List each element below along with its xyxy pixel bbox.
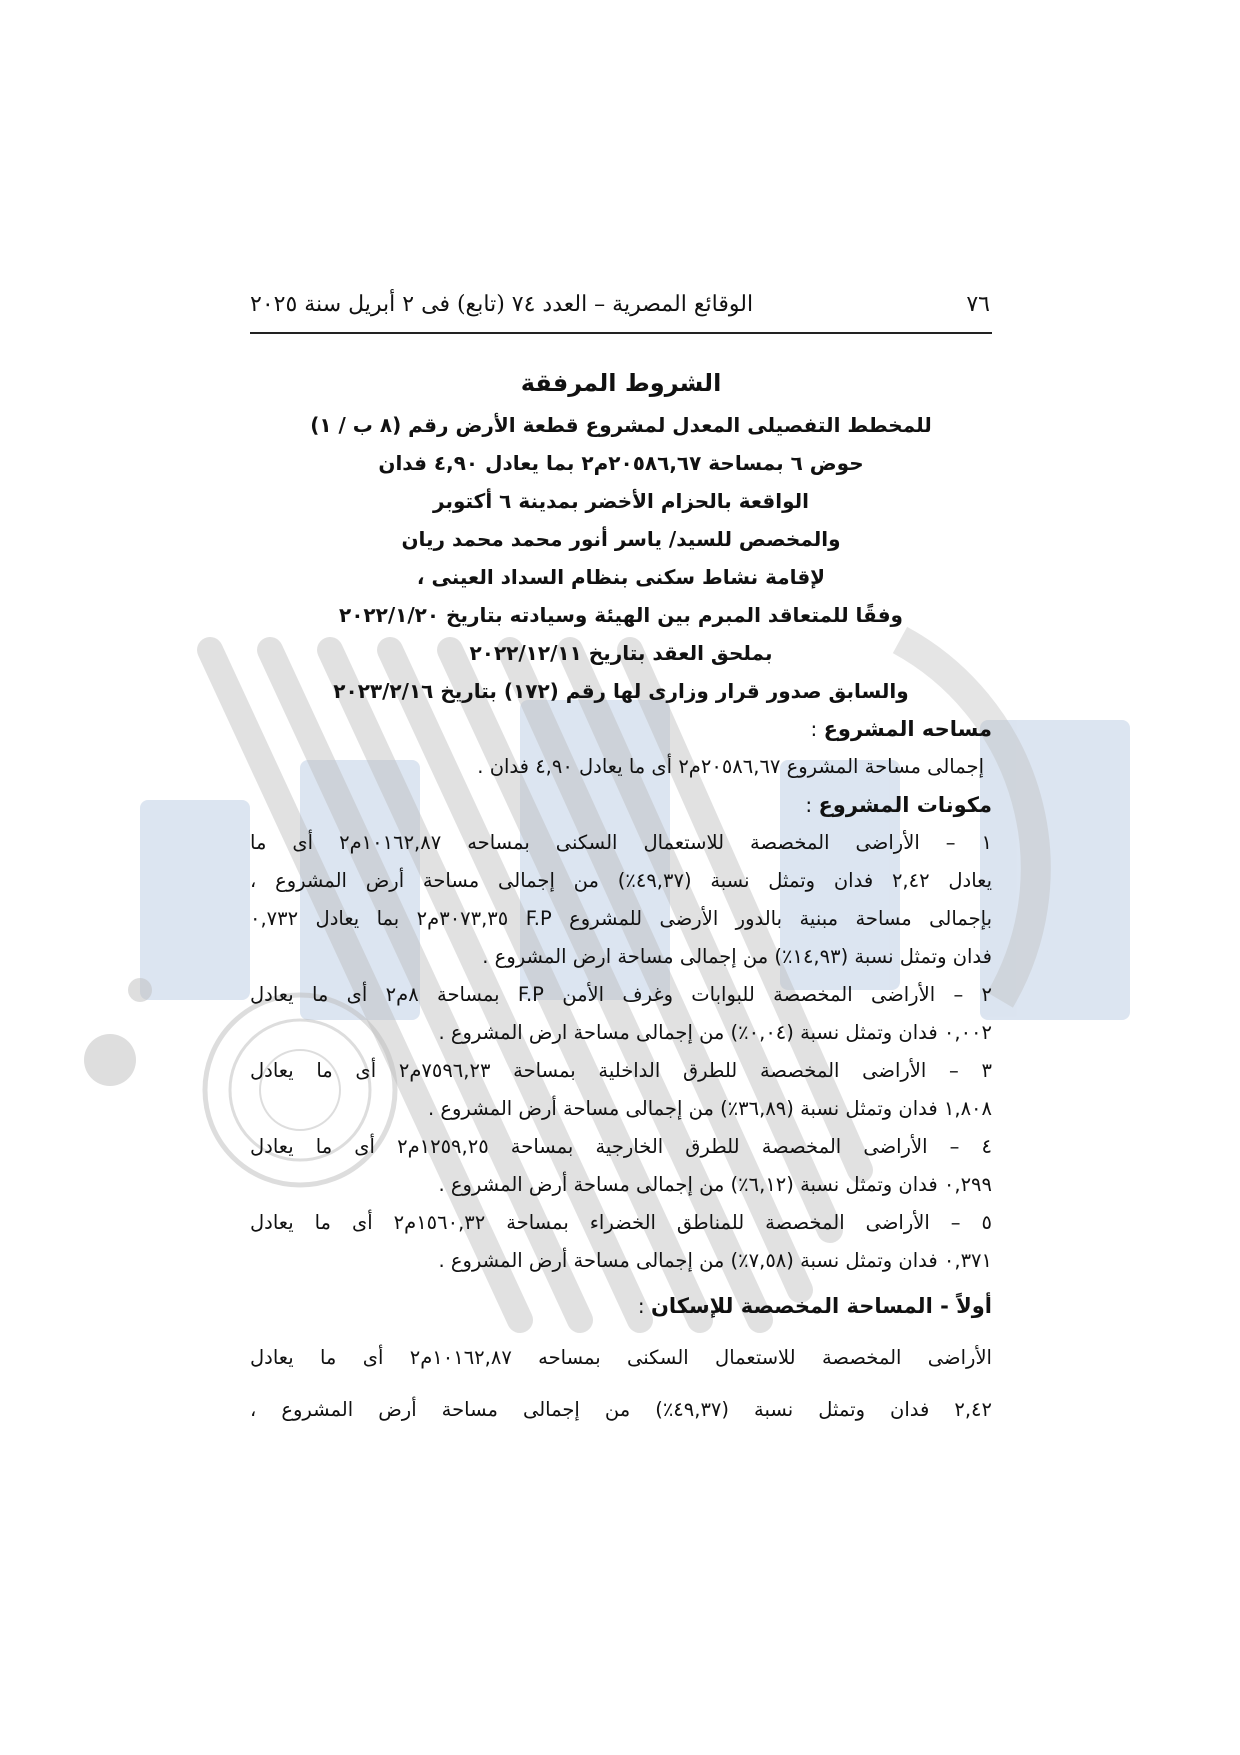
area-heading-text: مساحه المشروع xyxy=(823,717,992,741)
components-heading-colon: : xyxy=(805,793,819,817)
component-line: ٣ – الأراضى المخصصة للطرق الداخلية بمساحة ٧٥٩٦,٢٣م٢ أى ما يعادل xyxy=(250,1059,992,1082)
intro-line: الواقعة بالحزام الأخضر بمدينة ٦ أكتوبر xyxy=(433,489,809,513)
component-line: فدان وتمثل نسبة (١٤,٩٣٪) من إجمالى مساحة ارض المشروع . xyxy=(482,945,992,968)
component-line: ٢ – الأراضى المخصصة للبوابات وغرف الأمن F.P بمساحة ٨م٢ أى ما يعادل xyxy=(250,983,992,1006)
housing-section-heading xyxy=(250,1280,992,1332)
component-line: ٠,٠٠٢ فدان وتمثل نسبة (٠,٠٤٪) من إجمالى مساحة ارض المشروع . xyxy=(438,1021,992,1044)
page-header xyxy=(250,280,990,328)
intro-line: بملحق العقد بتاريخ ٢٠٢٢/١٢/١١ xyxy=(469,641,773,665)
component-line: بإجمالى مساحة مبنية بالدور الأرضى للمشروع F.P ٣٠٧٣,٣٥م٢ بما يعادل ٠,٧٣٢ xyxy=(250,907,992,930)
component-line: ١,٨٠٨ فدان وتمثل نسبة (٣٦,٨٩٪) من إجمالى مساحة أرض المشروع . xyxy=(427,1097,992,1120)
components-section-heading xyxy=(250,786,992,824)
component-line: ٤ – الأراضى المخصصة للطرق الخارجية بمساحة ١٢٥٩,٢٥م٢ أى ما يعادل xyxy=(250,1135,992,1158)
intro-line: والمخصص للسيد/ ياسر أنور محمد محمد ريان xyxy=(401,527,841,551)
housing-line: الأراضى المخصصة للاستعمال السكنى بمساحه ١٠١٦٢,٨٧م٢ أى ما يعادل xyxy=(250,1346,992,1369)
component-line: ٠,٢٩٩ فدان وتمثل نسبة (٦,١٢٪) من إجمالى مساحة أرض المشروع . xyxy=(438,1173,992,1196)
housing-heading-colon: : xyxy=(637,1294,651,1318)
intro-line: لإقامة نشاط سكنى بنظام السداد العينى ، xyxy=(416,565,826,589)
intro-line: والسابق صدور قرار وزارى لها رقم (١٧٢) بتاريخ ٢٠٢٣/٢/١٦ xyxy=(333,679,909,703)
header-divider xyxy=(250,332,992,334)
housing-heading-text: أولاً - المساحة المخصصة للإسكان xyxy=(650,1294,992,1318)
area-heading-colon: : xyxy=(810,717,824,741)
component-line: يعادل ٢,٤٢ فدان وتمثل نسبة (٤٩,٣٧٪) من إجمالى مساحة أرض المشروع ، xyxy=(250,869,992,892)
component-line: ١ – الأراضى المخصصة للاستعمال السكنى بمساحه ١٠١٦٢,٨٧م٢ أى ما xyxy=(250,831,992,854)
area-paragraph: إجمالى مساحة المشروع ٢٠٥٨٦,٦٧م٢ أى ما يعادل ٤,٩٠ فدان . xyxy=(477,755,984,778)
intro-line: للمخطط التفصيلى المعدل لمشروع قطعة الأرض رقم (٨ ب / ١) xyxy=(310,413,932,437)
intro-line: حوض ٦ بمساحة ٢٠٥٨٦,٦٧م٢ بما يعادل ٤,٩٠ فدان xyxy=(378,451,864,475)
document-title: الشروط المرفقة xyxy=(520,369,722,397)
page-number: ٧٦ xyxy=(966,291,990,317)
area-section-heading xyxy=(250,710,992,748)
components-heading-text: مكونات المشروع xyxy=(818,793,992,817)
component-line: ٠,٣٧١ فدان وتمثل نسبة (٧,٥٨٪) من إجمالى مساحة أرض المشروع . xyxy=(438,1249,992,1272)
intro-line: وفقًا للمتعاقد المبرم بين الهيئة وسيادته بتاريخ ٢٠٢٢/١/٢٠ xyxy=(339,603,903,627)
publication-title: الوقائع المصرية – العدد ٧٤ (تابع) فى ٢ أبريل سنة ٢٠٢٥ xyxy=(250,291,754,317)
component-line: ٥ – الأراضى المخصصة للمناطق الخضراء بمساحة ١٥٦٠,٣٢م٢ أى ما يعادل xyxy=(250,1211,992,1234)
document-body xyxy=(250,360,992,1436)
housing-line: ٢,٤٢ فدان وتمثل نسبة (٤٩,٣٧٪) من إجمالى مساحة أرض المشروع ، xyxy=(250,1398,992,1421)
